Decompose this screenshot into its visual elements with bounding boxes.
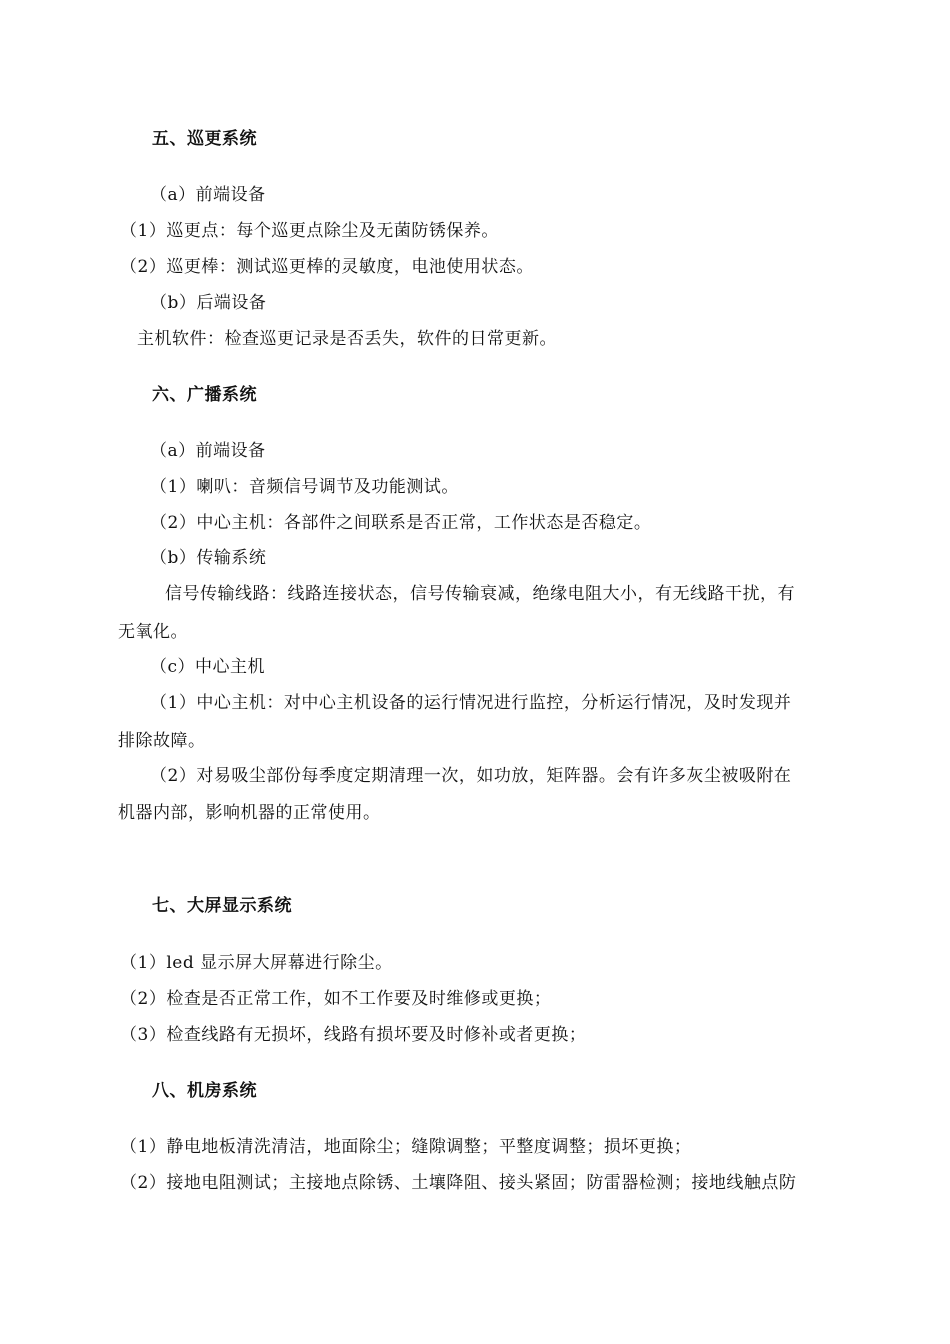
- section-6-heading: 六、广播系统: [152, 385, 257, 405]
- s6-center-item-1-line-2: 排除故障。: [118, 731, 206, 751]
- s7-item-1: （1）led 显示屏大屏幕进行除尘。: [120, 953, 393, 973]
- s6-center-item-2-line-1: （2）对易吸尘部份每季度定期清理一次，如功放，矩阵器。会有许多灰尘被吸附在: [150, 766, 792, 786]
- s6-transmission-label: （b）传输系统: [150, 548, 267, 568]
- s6-front-end-label: （a）前端设备: [150, 441, 266, 461]
- s5-host-software: 主机软件：检查巡更记录是否丢失，软件的日常更新。: [137, 329, 557, 349]
- s8-item-1: （1）静电地板清洗清洁，地面除尘；缝隙调整；平整度调整；损坏更换；: [120, 1137, 692, 1157]
- s8-item-2: （2）接地电阻测试；主接地点除锈、土壤降阻、接头紧固；防雷器检测；接地线触点防: [120, 1173, 797, 1193]
- section-8-heading: 八、机房系统: [152, 1081, 257, 1101]
- s7-item-3: （3）检查线路有无损坏，线路有损坏要及时修补或者更换；: [120, 1025, 587, 1045]
- s5-front-end-label: （a）前端设备: [150, 185, 266, 205]
- section-5-heading: 五、巡更系统: [152, 129, 257, 149]
- s5-item-1: （1）巡更点：每个巡更点除尘及无菌防锈保养。: [120, 221, 499, 241]
- s6-center-host-label: （c）中心主机: [150, 657, 266, 677]
- s6-center-item-2-line-2: 机器内部，影响机器的正常使用。: [118, 803, 381, 823]
- s7-item-2: （2）检查是否正常工作，如不工作要及时维修或更换；: [120, 989, 552, 1009]
- s5-item-2: （2）巡更棒：测试巡更棒的灵敏度，电池使用状态。: [120, 257, 534, 277]
- s6-item-1: （1）喇叭：音频信号调节及功能测试。: [150, 477, 459, 497]
- s6-signal-line-2: 无氧化。: [118, 622, 188, 642]
- s6-signal-line-1: 信号传输线路：线路连接状态，信号传输衰减，绝缘电阻大小，有无线路干扰，有: [165, 584, 795, 604]
- s6-center-item-1-line-1: （1）中心主机：对中心主机设备的运行情况进行监控，分析运行情况，及时发现并: [150, 693, 792, 713]
- section-7-heading: 七、大屏显示系统: [152, 896, 292, 916]
- s6-item-2: （2）中心主机：各部件之间联系是否正常，工作状态是否稳定。: [150, 513, 652, 533]
- s5-back-end-label: （b）后端设备: [150, 293, 267, 313]
